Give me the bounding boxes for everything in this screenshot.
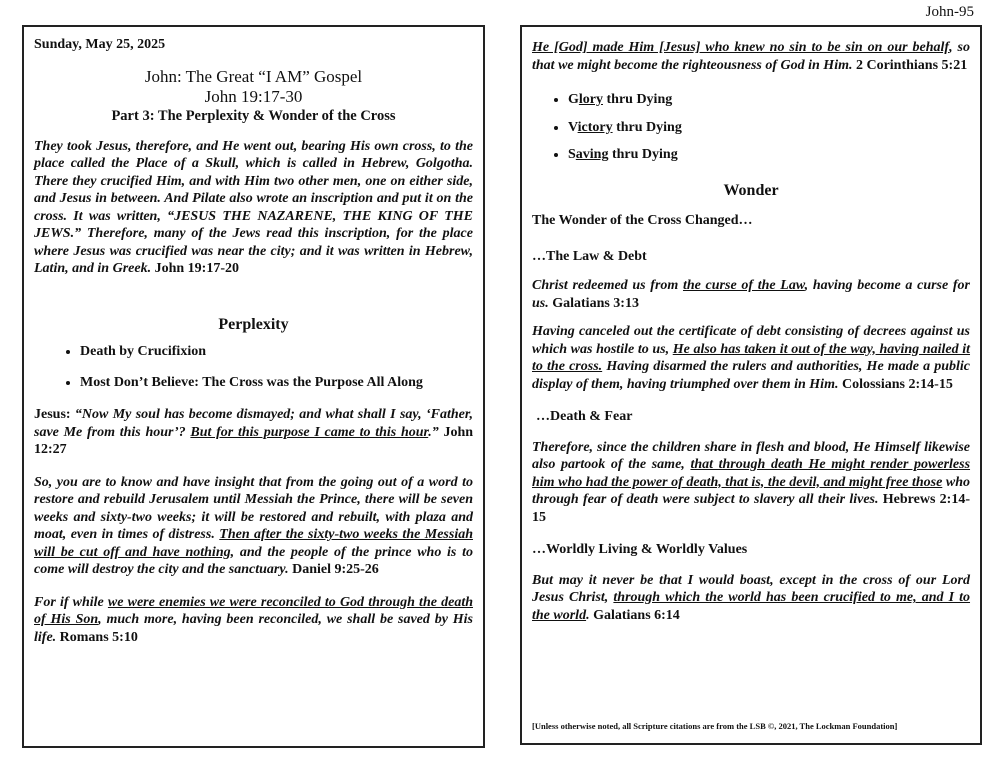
list-item: • Death by Crucifixion [80,343,473,361]
perplexity-list [34,343,473,391]
list-item: • Glory thru Dying [568,91,970,109]
galatians-6-quote: But may it never be that I would boast, except in the cross of our Lord Jesus Christ, through which the world has been crucified to me, and I to the world. Galatians 6:14 [532,572,971,623]
passage-reference: John 19:17-20 [154,261,239,276]
law-debt-heading: …The Law & Debt [532,248,647,264]
sermon-part-title: Part 3: The Perplexity & Wonder of the Cross [111,107,396,124]
romans-quote: For if while we were enemies we were reconciled to God through the death of His Son, much more, having been reconciled, we shall be saved by His life. Romans 5:10 [34,594,473,645]
page-number: John-95 [925,4,974,20]
list-item: • Saving thru Dying [568,146,970,164]
corinthians-quote: He [God] made Him [Jesus] who knew no sin to be sin on our behalf, so that we might become the righteousness of God in Him. 2 Corinthians 5:21 [532,40,970,73]
passage-title: John 19:17-30 [204,86,303,106]
worldly-heading: …Worldly Living & Worldly Values [532,542,748,557]
death-fear-heading: …Death & Fear [536,409,633,424]
colossians-quote: Having canceled out the certificate of debt consisting of decrees against us which was hostile to us, He also has taken it out of the way, having nailed it to the cross. Having disarmed the rulers and authorities, He made a public display of them, having triumphed over them in Him. Colossians 2:14-15 [532,324,971,392]
wonder-heading: Wonder [723,181,779,199]
wonder-subheading: The Wonder of the Cross Changed… [532,213,753,228]
list-item: • Victory thru Dying [568,119,970,137]
list-item: • Most Don’t Believe: The Cross was the Purpose All Along [80,374,473,392]
hebrews-quote: Therefore, since the children share in flesh and blood, He Himself likewise also partook of the same, that through death He might render powerless him who had the power of death, that is, the devil, and might free those who through fear of death were subject to slavery all their lives. Hebrews 2:14-15 [532,439,971,525]
sermon-date: Sunday, May 25, 2025 [34,37,166,52]
daniel-quote: So, you are to know and have insight that from the going out of a word to restore and rebuild Jerusalem until Messiah the Prince, there will be seven weeks and sixty-two weeks; it will be restored and rebuilt, with plaza and moat, even in times of distress. Then after the sixty-two weeks the Messiah will be cut off and have nothing, and the people of the prince who is to come will destroy the city and the sanctuary. Daniel 9:25-26 [34,474,473,577]
scripture-footnote: [Unless otherwise noted, all Scripture citations are from the LSB ©, 2021, The Lockman Foundation] [532,720,898,731]
right-panel [520,25,982,745]
series-title: John: The Great “I AM” Gospel [144,66,363,86]
dying-list [532,91,970,164]
galatians-3-quote: Christ redeemed us from the curse of the Law, having become a curse for us. Galatians 3:13 [532,278,971,311]
john-12-quote: Jesus: “Now My soul has become dismayed; and what shall I say, ‘Father, save Me from this hour’? But for this purpose I came to this hour.” John 12:27 [34,407,474,457]
john-19-passage: They took Jesus, therefore, and He went out, bearing His own cross, to the place called the Place of a Skull, which is called in Hebrew, Golgotha. There they crucified Him, and with Him two other men, one on either side, and Jesus in between. And Pilate also wrote an inscription and put it on the cross. It was written, “JESUS THE NAZARENE, THE KING OF THE JEWS.” Therefore, many of the Jews read this inscription, for the place where Jesus was crucified was near the city; and it was written in Hebrew, Latin, and in Greek. John 19:17-20 [34,138,473,276]
perplexity-heading: Perplexity [218,315,289,333]
left-panel [22,25,485,748]
